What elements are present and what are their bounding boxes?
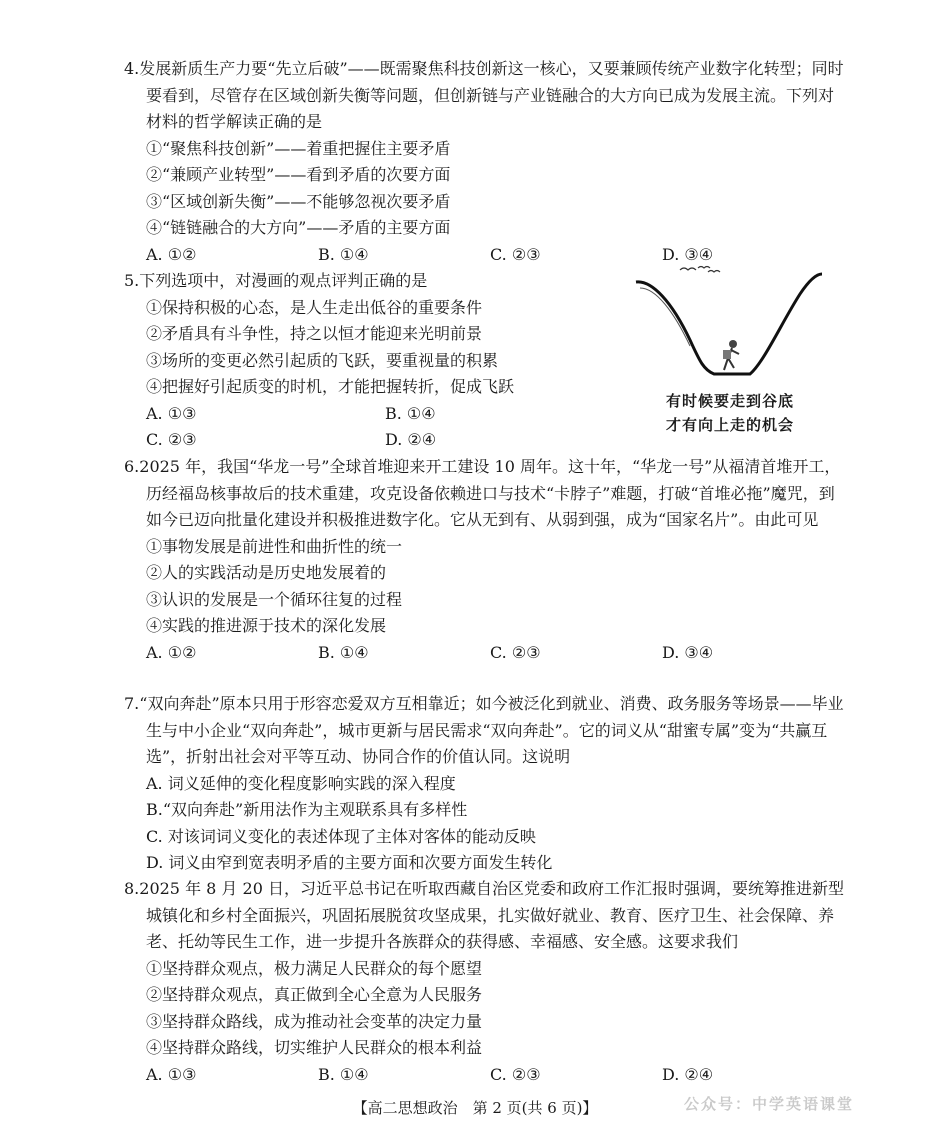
statement-option: ①事物发展是前进性和曲折性的统一 (146, 536, 403, 556)
choice-d: D. ③④ (662, 244, 714, 264)
statement-option: ④实践的推进源于技术的深化发展 (146, 616, 387, 635)
question-stem: 6.2025 年，我国“华龙一号”全球首堆迎来开工建设 10 周年。这十年，“华龙一号”从福清首堆开工，历经福岛核事故后的技术重建，攻克设备依赖进口与技术“卡脖子”难题，打破“首堆必拖”魔咒，到如今已迈向批量化建设并积极推进数字化。它从无到有、从弱到强，成为“国家名片”。由此可见 (124, 457, 841, 529)
climber-figure (723, 340, 739, 370)
choice-b: B. ①④ (318, 244, 369, 264)
statement-option: ②坚持群众观点，真正做到全心全意为人民服务 (146, 985, 483, 1004)
choice-d: D. 词义由窄到宽表明矛盾的主要方面和次要方面发生转化 (146, 853, 553, 872)
answer-choices (124, 1062, 844, 1089)
statement-option: ①保持积极的心态，是人生走出低谷的重要条件 (146, 297, 483, 317)
statement-option: ①坚持群众观点，极力满足人民群众的每个愿望 (146, 958, 483, 978)
choice-b: B. ①④ (318, 1064, 369, 1084)
choice-c: C. 对该词词义变化的表述体现了主体对客体的能动反映 (146, 826, 536, 846)
question-stem: 4.发展新质生产力要“先立后破”——既需聚焦科技创新这一核心，又要兼顾传统产业数字化转型；同时要看到，尽管存在区域创新失衡等问题，但创新链与产业链融合的大方向已成为发展主流。下列对材料的哲学解读正确的是 (124, 59, 844, 131)
choice-c: C. ②③ (490, 1064, 541, 1084)
bird-icon (680, 268, 696, 270)
question-stem: 7.“双向奔赴”原本只用于形容恋爱双方互相靠近；如今被泛化到就业、消费、政务服务等场景——毕业生与中小企业“双向奔赴”，城市更新与居民需求“双向奔赴”。它的词义从“甜蜜专属”变为“共赢互选”，折射出社会对平等互动、协同合作的价值认同。这说明 (124, 694, 844, 766)
statement-option: ③坚持群众路线，成为推动社会变革的决定力量 (146, 1011, 483, 1031)
page-footer: 【高二思想政治 第 2 页(共 6 页)】 (352, 1099, 598, 1117)
bird-icon (698, 267, 710, 269)
answer-choices (124, 401, 624, 454)
choice-d: D. ②④ (385, 430, 437, 449)
question-stem: 8.2025 年 8 月 20 日，习近平总书记在听取西藏自治区党委和政府工作汇报时强调，要统筹推进新型城镇化和乡村全面振兴，巩固拓展脱贫攻坚成果，扎实做好就业、教育、医疗卫生、社会保障、养老、托幼等民生工作，进一步提升各族群众的获得感、幸福感、安全感。这要求我们 (124, 879, 844, 951)
choice-c: C. ②③ (490, 642, 541, 662)
choice-a: A. ①② (146, 642, 197, 662)
cartoon-illustration (632, 262, 824, 442)
shading-line (640, 288, 690, 346)
statement-option: ③认识的发展是一个循环往复的过程 (146, 589, 403, 609)
choice-d: D. ③④ (662, 642, 714, 662)
question-4 (124, 56, 844, 268)
choice-a: A. ①② (146, 244, 197, 264)
cartoon-caption-line-1: 有时候要走到谷底 (665, 392, 794, 410)
choice-b: B. ①④ (318, 642, 369, 662)
choice-d: D. ②④ (662, 1064, 714, 1084)
choice-c: C. ②③ (490, 244, 541, 264)
statement-option: ③“区域创新失衡”——不能够忽视次要矛盾 (146, 191, 451, 211)
question-8 (124, 876, 844, 1088)
statement-option: ④把握好引起质变的时机，才能把握转折，促成飞跃 (146, 377, 515, 396)
cartoon-caption-line-2: 才有向上走的机会 (665, 416, 794, 434)
statement-option: ①“聚焦科技创新”——着重把握住主要矛盾 (146, 138, 451, 158)
statement-option: ④坚持群众路线，切实维护人民群众的根本利益 (146, 1038, 483, 1057)
question-6 (124, 454, 844, 666)
statement-option: ④“链链融合的大方向”——矛盾的主要方面 (146, 218, 451, 237)
statement-option: ②人的实践活动是历史地发展着的 (146, 563, 387, 582)
valley-drawing (632, 262, 824, 392)
choice-c: C. ②③ (146, 430, 197, 449)
choice-b: B.“双向奔赴”新用法作为主观联系具有多样性 (146, 800, 468, 819)
watermark: 公众号：中学英语课堂 (684, 1095, 855, 1113)
choice-b: B. ①④ (385, 403, 436, 423)
choice-a: A. 词义延伸的变化程度影响实践的深入程度 (146, 773, 456, 793)
question-stem: 5.下列选项中，对漫画的观点评判正确的是 (124, 271, 428, 290)
bird-icon (708, 271, 720, 273)
answer-choices (124, 640, 844, 667)
choice-a: A. ①③ (146, 403, 197, 423)
statement-option: ②“兼顾产业转型”——看到矛盾的次要方面 (146, 165, 451, 184)
question-5 (124, 268, 624, 454)
question-7 (124, 691, 844, 877)
statement-option: ②矛盾具有斗争性，持之以恒才能迎来光明前景 (146, 324, 483, 343)
choice-a: A. ①③ (146, 1064, 197, 1084)
statement-option: ③场所的变更必然引起质的飞跃，要重视量的积累 (146, 350, 499, 370)
